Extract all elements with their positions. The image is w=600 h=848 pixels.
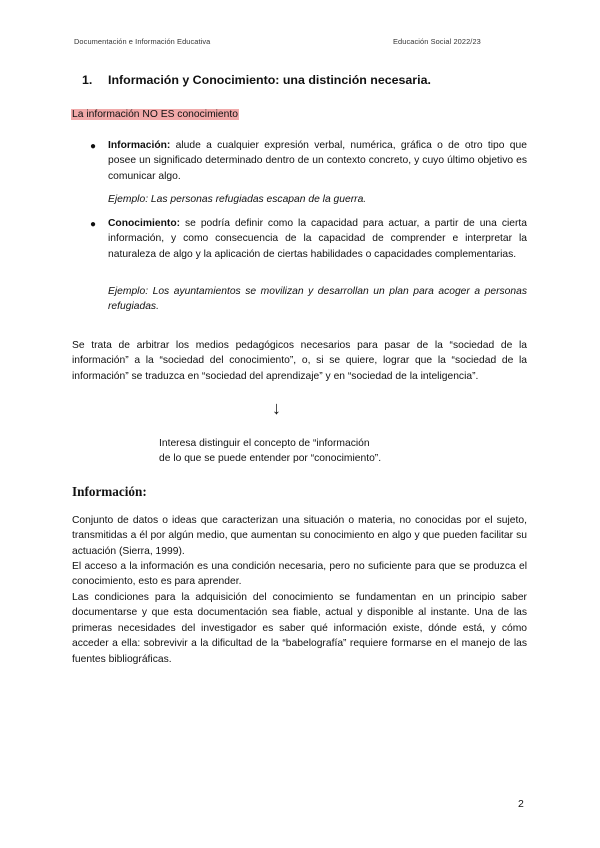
bullet-term: Conocimiento: xyxy=(108,218,181,229)
informacion-heading: Información: xyxy=(72,484,147,499)
highlighted-statement: La información NO ES conocimiento xyxy=(72,109,238,120)
header-right: Educación Social 2022/23 xyxy=(393,37,481,46)
bullet-conocimiento xyxy=(108,216,527,262)
interesa-line: Interesa distinguir el concepto de “información xyxy=(159,438,370,449)
bullet-text: alude a cualquier expresión verbal, numérica, gráfica o de otro tipo que posee un significado determinado dentro de un contexto concreto, y cuyo último objetivo es comunicar algo. xyxy=(108,140,527,182)
bullet-icon: ● xyxy=(90,141,97,152)
bullet-term: Información: xyxy=(108,140,171,151)
paragraph-arbitrar: Se trata de arbitrar los medios pedagógicos necesarios para pasar de la “sociedad de la información” a la “sociedad del conocimiento”, o, si se quiere, lograr que la “sociedad de la información” se traduzca en “sociedad del aprendizaje” y en “sociedad de la inteligencia”. xyxy=(72,340,527,382)
informacion-paragraph: El acceso a la información es una condición necesaria, pero no suficiente para que se produzca el conocimiento, esto es para aprender. xyxy=(72,561,527,588)
section-heading xyxy=(82,73,431,87)
down-arrow-icon: ↓ xyxy=(272,398,281,418)
bullet-text: se podría definir como la capacidad para actuar, a partir de una cierta información, y como consecuencia de la capacidad de comprender e interpretar la naturaleza de algo y la aplicación de ciertas habilidades o capacidades complementarias. xyxy=(108,218,527,260)
header-left: Documentación e Información Educativa xyxy=(74,37,211,46)
section-title: Información y Conocimiento: una distinción necesaria. xyxy=(108,73,431,87)
section-number: 1. xyxy=(82,73,93,87)
interesa-line: de lo que se puede entender por “conocimiento”. xyxy=(159,453,382,464)
page-number: 2 xyxy=(518,798,524,810)
bullet-informacion xyxy=(108,138,527,184)
bullet-icon: ● xyxy=(90,219,97,230)
informacion-paragraph: Conjunto de datos o ideas que caracterizan una situación o materia, no conocidas por el sujeto, transmitidas a él por algún medio, que aumentan su conocimiento en algo y que pueden facilitar su actuación (Sierra, 1999). xyxy=(72,515,527,557)
informacion-paragraph: Las condiciones para la adquisición del conocimiento se fundamentan en un principio saber documentarse y que esta documentación sea fiable, actual y disponible al instante. Una de las primeras necesidades del investigador es saber qué información existe, dónde está, y cómo acceder a ella: sobrevivir a la dificultad de la “babelografía” requiere formarse en el manejo de las fuentes bibliográficas. xyxy=(72,592,527,665)
bullet-example: Ejemplo: Los ayuntamientos se movilizan y desarrollan un plan para acoger a personas refugiadas. xyxy=(108,286,527,313)
bullet-example: Ejemplo: Las personas refugiadas escapan de la guerra. xyxy=(108,194,367,205)
